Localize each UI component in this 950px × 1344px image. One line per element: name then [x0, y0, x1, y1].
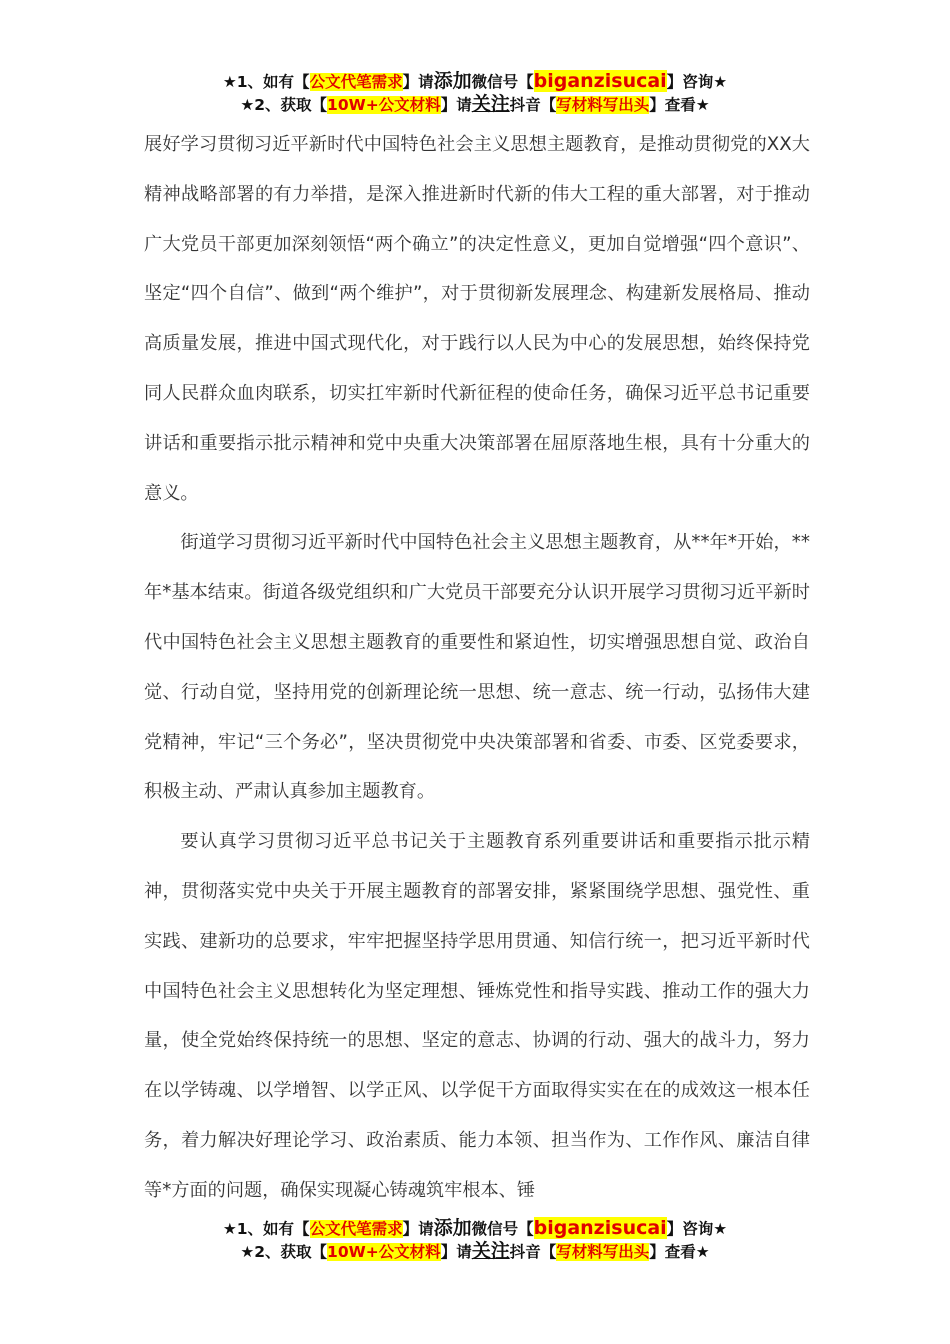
- banner-emphasis: 关注: [471, 93, 510, 115]
- header-banner: [0, 70, 950, 116]
- banner-text: 】查看★: [649, 96, 710, 114]
- banner-line-1: [0, 1217, 950, 1240]
- highlight-materials: 10W+公文材料: [327, 1243, 441, 1261]
- banner-text: ★1、如有【: [222, 73, 310, 91]
- paragraph-1: 展好学习贯彻习近平新时代中国特色社会主义思想主题教育，是推动贯彻党的XX大精神战略部署的有力举措，是深入推进新时代新的伟大工程的重大部署，对于推动广大党员干部更加深刻领悟“两个确立”的决定性意义，更加自觉增强“四个意识”、坚定“四个自信”、做到“两个维护”，对于贯彻新发展理念、构建新发展格局、推动高质量发展，推进中国式现代化，对于践行以人民为中心的发展思想，始终保持党同人民群众血肉联系，切实扛牢新时代新征程的使命任务，确保习近平总书记重要讲话和重要指示批示精神和党中央重大决策部署在屈原落地生根，具有十分重大的意义。: [144, 134, 810, 504]
- highlight-service: 公文代笔需求: [309, 73, 403, 91]
- highlight-douyin: 写材料写出头: [556, 1243, 650, 1261]
- highlight-materials: 10W+公文材料: [327, 96, 441, 114]
- banner-text: 】咨询★: [666, 1220, 728, 1238]
- banner-emphasis: 关注: [471, 1240, 510, 1262]
- footer-banner: [0, 1217, 950, 1263]
- paragraph-3: 要认真学习贯彻习近平总书记关于主题教育系列重要讲话和重要指示批示精神，贯彻落实党中央关于开展主题教育的部署安排，紧紧围绕学思想、强党性、重实践、建新功的总要求，牢牢把握坚持学思用贯通、知信行统一，把习近平新时代中国特色社会主义思想转化为坚定理想、锤炼党性和指导实践、推动工作的强大力量，使全党始终保持统一的思想、坚定的意志、协调的行动、强大的战斗力，努力在以学铸魂、以学增智、以学正风、以学促干方面取得实实在在的成效这一根本任务，着力解决好理论学习、政治素质、能力本领、担当作为、工作作风、廉洁自律等*方面的问题，确保实现凝心铸魂筑牢根本、锤: [144, 831, 810, 1201]
- banner-text: 】请: [402, 1220, 434, 1238]
- document-body: [144, 120, 810, 1216]
- banner-emphasis: 添加: [433, 70, 472, 92]
- highlight-wechat-id: biganzisucai: [533, 70, 667, 92]
- banner-text: 抖音【: [509, 1243, 557, 1261]
- banner-text: ★2、获取【: [240, 96, 328, 114]
- banner-text: 】请: [440, 96, 472, 114]
- highlight-wechat-id: biganzisucai: [533, 1217, 667, 1239]
- banner-emphasis: 添加: [433, 1217, 472, 1239]
- banner-text: 】咨询★: [666, 73, 728, 91]
- banner-text: 微信号【: [471, 73, 534, 91]
- banner-line-2: [0, 1240, 950, 1263]
- highlight-service: 公文代笔需求: [309, 1220, 403, 1238]
- banner-text: ★1、如有【: [222, 1220, 310, 1238]
- banner-text: 】查看★: [649, 1243, 710, 1261]
- banner-line-2: [0, 93, 950, 116]
- banner-line-1: [0, 70, 950, 93]
- banner-text: 】请: [402, 73, 434, 91]
- banner-text: 微信号【: [471, 1220, 534, 1238]
- banner-text: ★2、获取【: [240, 1243, 328, 1261]
- banner-text: 抖音【: [509, 96, 557, 114]
- paragraph-2: 街道学习贯彻习近平新时代中国特色社会主义思想主题教育，从**年*开始，**年*基本结束。街道各级党组织和广大党员干部要充分认识开展学习贯彻习近平新时代中国特色社会主义思想主题教育的重要性和紧迫性，切实增强思想自觉、政治自觉、行动自觉，坚持用党的创新理论统一思想、统一意志、统一行动，弘扬伟大建党精神，牢记“三个务必”，坚决贯彻党中央决策部署和省委、市委、区党委要求，积极主动、严肃认真参加主题教育。: [144, 532, 810, 803]
- banner-text: 】请: [440, 1243, 472, 1261]
- highlight-douyin: 写材料写出头: [556, 96, 650, 114]
